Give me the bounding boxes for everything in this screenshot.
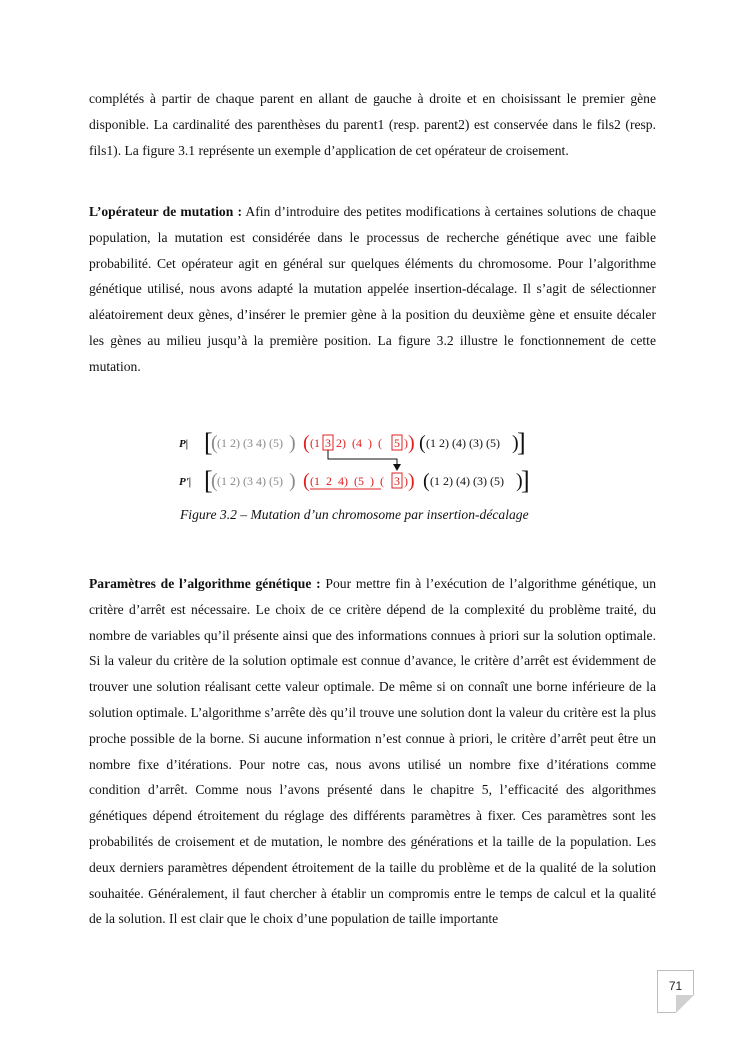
figure-caption: Figure 3.2 – Mutation d’un chromosome par insertion-décalage <box>180 507 529 522</box>
page-number: 71 <box>668 979 683 993</box>
row1-red-close-paren: ) <box>408 432 415 454</box>
row1-red-open-paren: ( <box>303 432 310 454</box>
page-number-box <box>657 970 694 1013</box>
row1-grey-close-paren: ) <box>289 432 296 454</box>
row2-red-close-paren: ) <box>408 470 415 492</box>
row2-red-part-a: (1 2 4) (5 ) ( <box>310 474 384 488</box>
page-curl-decoration <box>676 995 694 1013</box>
insertion-arrow-head <box>393 464 401 471</box>
row1-label: P| <box>179 438 189 450</box>
row1-black-open-paren: ( <box>419 432 426 454</box>
row1-black-genes: (1 2) (4) (3) (5) <box>426 436 500 450</box>
mutation-text: Afin d’introduire des petites modifications à certaines solutions de chaque population, la mutation est considérée dans le processus de recherche génétique avec une faible probabilité. Cet opérateur agit en général sur quelques éléments du chromosome. Pour l’algorithme génétique utilisé, nous avons adapté la mutation appelée insertion-décalage. Il s’agit de sélectionner aléatoirement deux gènes, d’insérer le premier gène à la position du deuxième gène et ensuite décaler les gènes au milieu jusqu’à la première position. La figure 3.2 illustre le fonctionnement de cette mutation. <box>89 204 656 374</box>
row2-grey-close-paren: ) <box>289 470 296 492</box>
row1-grey-open-paren: ( <box>211 432 218 454</box>
row2-black-genes: (1 2) (4) (3) (5) <box>430 474 504 488</box>
row1-grey-genes: (1 2) (3 4) (5) <box>217 436 283 450</box>
row2-red-open-paren: ( <box>303 470 310 492</box>
row2-red-part-b: ) <box>404 474 408 488</box>
row1-red-part-b: 2) (4 ) ( <box>336 436 382 450</box>
insertion-arrow-line <box>328 450 397 464</box>
row2-black-open-paren: ( <box>423 470 430 492</box>
row2-gene-inserted: 3 <box>394 474 400 488</box>
parameters-text: Pour mettre fin à l’exécution de l’algorithme génétique, un critère d’arrêt est nécessaire. Le choix de ce critère dépend de la complexité du problème traité, du nombre de variables qu’il présente ainsi que des informations connues à priori sur la solution optimale. Si la valeur du critère de la solution optimale est connue d’avance, le critère d’arrêt est évidemment de trouver une solution réalisant cette valeur optimale. De même si on connaît une borne inférieure de la solution optimale. L’algorithme s’arrête dès qu’il trouve une solution dont la valeur du critère est la plus proche possible de la borne. Si aucune information n’est connue à priori, le critère d’arrêt peut être un nombre fixe d’itérations. Pour notre cas, nous avons utilisé un nombre fixe d’itérations comme condition d’arrêt. Comme nous l’avons présenté dans le chapitre 5, l’efficacité des algorithmes génétiques dépend étroitement du réglage des différents paramètres à fixer. Ces paramètres sont les probabilités de croisement et de mutation, le nombre des générations et la taille de la population. Les deux derniers paramètres dépendent étroitement de la taille du problème et de la qualité de la solution souhaitée. Généralement, il faut chercher à établir un compromis entre le temps de calcul et la qualité de la solution. Il est clair que le choix d’une population de taille importante <box>89 576 656 927</box>
row2-close-bracket: ] <box>521 466 530 495</box>
paragraph-ga-parameters <box>89 571 656 932</box>
row1-open-bracket: [ <box>204 428 213 457</box>
row1-black-close-paren: ) <box>512 432 519 454</box>
mutation-figure <box>175 426 545 506</box>
row1-gene-first-selected: 3 <box>325 436 331 450</box>
row2-grey-open-paren: ( <box>211 470 218 492</box>
row1-close-bracket: ] <box>517 428 526 457</box>
row2-grey-genes: (1 2) (3 4) (5) <box>217 474 283 488</box>
mutation-heading: L’opérateur de mutation : <box>89 204 242 219</box>
row2-open-bracket: [ <box>204 466 213 495</box>
paragraph-mutation-operator <box>89 199 656 380</box>
row1-red-part-c: ) <box>404 436 408 450</box>
paragraph-crossover-end: complétés à partir de chaque parent en allant de gauche à droite et en choisissant le premier gène disponible. La cardinalité des parenthèses du parent1 (resp. parent2) est conservée dans le fils2 (resp. fils1). La figure 3.1 représente un exemple d’application de cet opérateur de croisement. <box>89 91 656 158</box>
row2-label: P'| <box>179 476 192 488</box>
row1-gene-second-selected: 5 <box>394 436 400 450</box>
parameters-heading: Paramètres de l’algorithme génétique : <box>89 576 321 591</box>
row1-red-part-a: (1 <box>310 436 320 450</box>
row2-black-close-paren: ) <box>516 470 523 492</box>
